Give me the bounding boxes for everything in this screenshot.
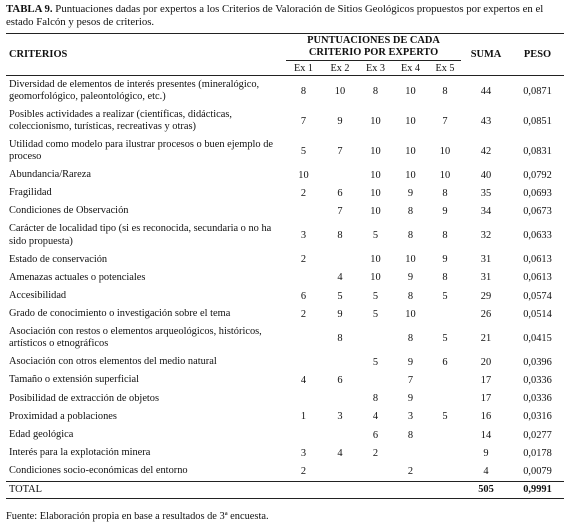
ex3-cell [359,372,392,390]
ex5-cell: 9 [442,205,448,217]
header-ex3: Ex 3 [359,61,392,76]
table-row [6,372,564,390]
suma-cell: 21 [480,332,492,344]
total-row [6,481,564,498]
criterio-cell: Posibles actividades a realizar (científicas, didácticas, coleccionismo, turísticas, recreativas y otras) [9,108,233,132]
ex5-cell: 5 [442,290,448,302]
ex1-cell: 2 [300,254,307,266]
ex2-cell: 4 [337,447,343,459]
ex1-cell: 10 [298,169,309,181]
ex2-cell: 7 [337,205,343,217]
ex5-cell: 8 [442,230,448,242]
table-row [6,251,564,269]
ex4-cell: 7 [407,375,414,387]
peso-cell: 0,0673 [523,205,552,217]
ex4-cell: 9 [407,272,414,284]
ex3-cell: 8 [372,393,379,405]
ex3-cell: 2 [372,447,379,459]
suma-cell: 34 [480,205,492,217]
suma-cell: 17 [480,375,492,387]
ex2-cell: 9 [337,308,343,320]
peso-cell: 0,0396 [523,356,552,368]
suma-cell: 31 [480,254,492,266]
source-note: Fuente: Elaboración propia en base a resultados de 3ª encuesta. [6,511,269,522]
suma-cell: 43 [480,115,492,127]
ex1-cell: 3 [300,230,307,242]
criterio-cell: Carácter de localidad tipo (si es reconocida, secundaria o no ha sido propuesta) [9,223,272,247]
header-ex2: Ex 2 [321,61,359,76]
ex5-cell: 10 [439,145,451,157]
ex5-cell: 5 [442,411,448,423]
peso-cell: 0,0792 [523,169,552,181]
ex5-cell [429,305,461,323]
ex5-cell: 7 [442,115,448,127]
ex2-cell [321,426,359,444]
header-group-line1: PUNTUACIONES DE CADA [307,35,440,46]
table-row [6,323,564,353]
table-row [6,444,564,462]
peso-cell: 0,0831 [523,145,552,157]
peso-cell: 0,0316 [523,411,552,423]
ex1-cell [286,426,321,444]
criterio-cell: Diversidad de elementos de interés presentes (mineralógico, geomorfológico, paleontológico, etc.) [9,78,260,102]
table-row [6,390,564,408]
criterio-cell: Tamaño o extensión superficial [9,374,139,386]
criterio-cell: Utilidad como modelo para ilustrar procesos o buen ejemplo de proceso [9,138,274,162]
ex4-cell: 9 [407,356,414,368]
peso-cell: 0,0178 [523,447,552,459]
ex5-cell: 6 [442,356,448,368]
ex2-cell [321,166,359,184]
ex1-cell [286,202,321,220]
ex2-cell: 4 [337,272,343,284]
ex4-cell: 10 [405,85,416,97]
criterio-cell: Estado de conservación [9,253,108,265]
suma-cell: 42 [480,145,492,157]
criteria-table [6,33,564,499]
ex3-cell: 10 [370,145,381,157]
peso-cell: 0,0633 [523,230,552,242]
table-row [6,106,564,136]
caption-label: TABLA 9. [6,3,53,15]
peso-cell: 0,0514 [523,308,552,320]
peso-cell: 0,0871 [523,85,552,97]
peso-cell: 0,0613 [523,272,552,284]
ex4-cell: 10 [405,308,416,320]
ex3-cell [359,462,392,481]
ex2-cell [321,390,359,408]
table-row [6,202,564,220]
ex5-cell: 8 [442,272,448,284]
criterio-cell: Posibilidad de extracción de objetos [9,392,160,404]
ex2-cell: 3 [337,411,343,423]
ex4-cell: 8 [407,290,414,302]
ex5-cell: 8 [442,85,448,97]
ex1-cell: 4 [300,375,307,387]
criterio-cell: Asociación con restos o elementos arqueológicos, históricos, artísticos o etnográficos [9,326,262,350]
ex1-cell: 2 [300,187,307,199]
ex3-cell: 10 [370,205,381,217]
suma-cell: 9 [483,447,489,459]
ex2-cell: 8 [337,230,343,242]
ex2-cell: 10 [334,85,346,97]
total-suma: 505 [461,481,511,498]
ex4-cell: 3 [407,411,414,423]
ex4-cell: 8 [407,205,414,217]
total-label: TOTAL [6,481,286,498]
suma-cell: 44 [480,85,492,97]
ex3-cell [359,323,392,353]
ex1-cell [286,353,321,371]
ex3-cell: 4 [372,411,379,423]
table-row [6,269,564,287]
ex2-cell [321,353,359,371]
ex2-cell: 7 [337,145,343,157]
table-body [6,76,564,499]
table-row [6,462,564,481]
header-puntuaciones [286,34,461,61]
table-row [6,287,564,305]
ex4-cell: 8 [407,230,414,242]
header-suma: SUMA [461,34,511,76]
ex1-cell [286,269,321,287]
ex2-cell [321,251,359,269]
header-peso: PESO [511,34,564,76]
ex1-cell: 5 [300,145,307,157]
header-ex5: Ex 5 [429,61,461,76]
caption-text: Puntuaciones dadas por expertos a los Criterios de Valoración de Sitios Geológicos propuestos por expertos en el estado Falcón y pesos de criterios. [6,3,544,28]
ex5-cell [429,372,461,390]
criterio-cell: Condiciones socio-económicas del entorno [9,465,188,477]
criterio-cell: Accesibilidad [9,289,67,301]
ex3-cell: 5 [372,230,379,242]
peso-cell: 0,0574 [523,290,552,302]
ex3-cell: 10 [370,115,381,127]
header-criterios: CRITERIOS [6,34,286,76]
ex1-cell: 7 [300,115,307,127]
ex2-cell: 6 [337,375,343,387]
ex2-cell: 5 [337,290,343,302]
ex4-cell: 10 [405,145,416,157]
ex4-cell: 2 [407,466,414,478]
table-row [6,184,564,202]
ex5-cell: 9 [442,254,448,266]
ex4-cell: 10 [405,254,416,266]
criterio-cell: Fragilidad [9,187,52,199]
criterio-cell: Proximidad a poblaciones [9,410,117,422]
ex2-cell [321,462,359,481]
criterio-cell: Asociación con otros elementos del medio natural [9,356,217,368]
ex5-cell [429,444,461,462]
suma-cell: 40 [480,169,492,181]
suma-cell: 16 [480,411,492,423]
ex5-cell: 10 [439,169,451,181]
criterio-cell: Interés para la explotación minera [9,447,151,459]
ex3-cell: 5 [372,290,379,302]
total-peso: 0,9991 [511,481,564,498]
suma-cell: 26 [480,308,492,320]
ex5-cell [429,426,461,444]
suma-cell: 32 [480,230,492,242]
table-row [6,136,564,166]
header-group-line2: CRITERIO POR EXPERTO [308,47,439,58]
peso-cell: 0,0693 [523,187,552,199]
ex5-cell: 5 [442,332,448,344]
peso-cell: 0,0079 [523,466,552,478]
ex5-cell [429,462,461,481]
table-row [6,305,564,323]
header-ex4: Ex 4 [392,61,429,76]
ex3-cell: 10 [370,272,381,284]
ex1-cell [286,323,321,353]
suma-cell: 31 [480,272,492,284]
ex2-cell: 9 [337,115,343,127]
suma-cell: 20 [480,356,492,368]
criterio-cell: Condiciones de Observación [9,205,129,217]
ex1-cell: 3 [300,447,307,459]
ex1-cell: 8 [300,85,307,97]
ex3-cell: 10 [370,169,381,181]
criterio-cell: Amenazas actuales o potenciales [9,271,146,283]
suma-cell: 4 [483,466,489,478]
ex1-cell: 2 [300,308,307,320]
peso-cell: 0,0415 [523,332,552,344]
ex4-cell: 9 [407,393,414,405]
table-row [6,408,564,426]
ex3-cell: 10 [370,187,381,199]
suma-cell: 17 [480,393,492,405]
ex4-cell: 8 [407,429,414,441]
ex3-cell: 8 [372,85,379,97]
criterio-cell: Edad geológica [9,429,74,441]
ex1-cell: 1 [300,411,307,423]
criterio-cell: Grado de conocimiento o investigación sobre el tema [9,308,231,320]
table-row [6,353,564,371]
ex3-cell: 6 [372,429,379,441]
ex3-cell: 5 [372,308,379,320]
table-caption [6,3,564,29]
suma-cell: 14 [480,429,492,441]
suma-cell: 35 [480,187,492,199]
ex3-cell: 10 [370,254,381,266]
table-row [6,426,564,444]
peso-cell: 0,0851 [523,115,552,127]
peso-cell: 0,0336 [523,393,552,405]
ex1-cell: 6 [300,290,307,302]
peso-cell: 0,0336 [523,375,552,387]
header-ex1: Ex 1 [286,61,321,76]
ex4-cell [392,444,429,462]
table-row [6,221,564,251]
criterio-cell: Abundancia/Rareza [9,168,91,180]
table-row [6,166,564,184]
table-row [6,76,564,107]
peso-cell: 0,0613 [523,254,552,266]
ex4-cell: 8 [407,332,414,344]
ex2-cell: 6 [337,187,343,199]
ex1-cell [286,390,321,408]
ex5-cell [429,390,461,408]
suma-cell: 29 [480,290,492,302]
ex4-cell: 10 [405,169,416,181]
ex5-cell: 8 [442,187,448,199]
peso-cell: 0,0277 [523,429,552,441]
ex1-cell: 2 [300,466,307,478]
ex3-cell: 5 [372,356,379,368]
ex4-cell: 9 [407,187,414,199]
ex2-cell: 8 [337,332,343,344]
ex4-cell: 10 [405,115,416,127]
